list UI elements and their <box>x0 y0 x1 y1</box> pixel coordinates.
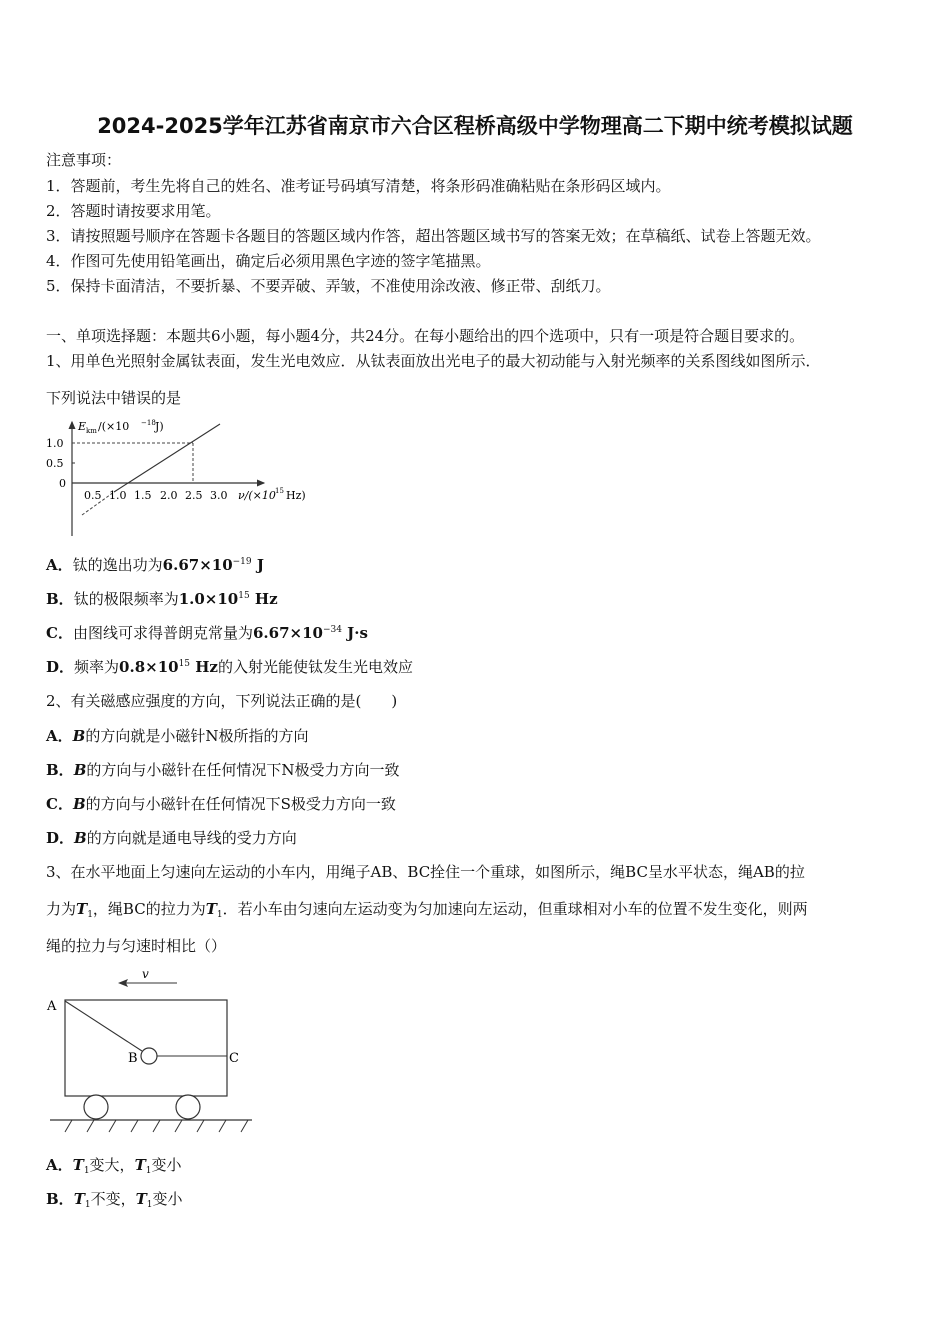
question-3-stem: 3、在水平地面上匀速向左运动的小车内，用绳子AB、BC拴住一个重球，如图所示，绳BC呈水平状态，绳AB的拉 <box>46 863 805 881</box>
svg-text:−18: −18 <box>141 419 156 427</box>
x-tick-label: 1.0 <box>109 489 127 502</box>
svg-text:Hz): Hz) <box>286 489 306 502</box>
x-tick-label: 3.0 <box>210 489 228 502</box>
question-1-stem-2: 下列说法中错误的是 <box>46 389 182 407</box>
question-3-stem-2: 力为$T_1$，绳BC的拉力为$T_1$．若小车由匀速向左运动变为匀加速向左运动，但重球相对小车的位置不发生变化，则两 <box>46 900 808 920</box>
photoelectric-graph <box>42 412 332 538</box>
notice-item: 3．请按照题号顺序在答题卡各题目的答题区域内作答，超出答题区域书写的答案无效；在草稿纸、试卷上答题无效。 <box>46 227 821 245</box>
wheel <box>176 1095 200 1119</box>
question-3-stem-3: 绳的拉力与匀速时相比（） <box>46 937 227 955</box>
y-axis-label: E <box>78 420 87 433</box>
x-tick-label: 2.5 <box>185 489 203 502</box>
y-tick-label: 0 <box>59 477 66 490</box>
question-2-stem: 2、有关磁感应强度的方向，下列说法正确的是( ) <box>46 692 398 710</box>
svg-text:km: km <box>86 427 97 435</box>
ball <box>141 1048 157 1064</box>
q2-option-c: C．B的方向与小磁针在任何情况下S极受力方向一致 <box>46 795 396 813</box>
x-tick-label: 2.0 <box>160 489 178 502</box>
q1-option-c: C．由图线可求得普朗克常量为$6.67\times 10^{-34}$ J·s <box>46 624 368 642</box>
q3-option-a: A．$T_1$变大，$T_1$变小 <box>46 1156 182 1176</box>
q1-option-a: A．钛的逸出功为$6.67\times 10^{-19}$ J <box>46 556 264 574</box>
notice-item: 5．保持卡面清洁，不要折暴、不要弄破、弄皱，不准使用涂改液、修正带、刮纸刀。 <box>46 277 611 295</box>
notice-item: 2．答题时请按要求用笔。 <box>46 202 221 220</box>
svg-text:15: 15 <box>275 487 284 495</box>
notice-item: 4．作图可先使用铅笔画出，确定后必须用黑色字迹的签字笔描黑。 <box>46 252 491 270</box>
wheel <box>84 1095 108 1119</box>
notice-item: 1．答题前，考生先将自己的姓名、准考证号码填写清楚，将条形码准确粘贴在条形码区域内。 <box>46 177 671 195</box>
y-tick-label: 0.5 <box>46 457 64 470</box>
velocity-label: v <box>142 967 149 981</box>
svg-text:J): J) <box>155 420 164 433</box>
q1-option-b: B．钛的极限频率为$1.0\times 10^{15}$ Hz <box>46 590 278 608</box>
y-tick-label: 1.0 <box>46 437 64 450</box>
section-heading: 一、单项选择题：本题共6小题，每小题4分，共24分。在每小题给出的四个选项中，只有一项是符合题目要求的。 <box>46 327 805 345</box>
notice-heading: 注意事项： <box>46 151 122 169</box>
q1-option-d: D．频率为$0.8\times 10^{15}$ Hz的入射光能使钛发生光电效应 <box>46 658 413 676</box>
x-axis-label: ν/(×10 <box>238 489 276 502</box>
question-1-stem: 1、用单色光照射金属钛表面，发生光电效应．从钛表面放出光电子的最大初动能与入射光频率的关系图线如图所示． <box>46 352 821 370</box>
data-line <box>114 424 220 492</box>
q2-option-b: B．B的方向与小磁针在任何情况下N极受力方向一致 <box>46 761 400 779</box>
page-title: 2024-2025学年江苏省南京市六合区程桥高级中学物理高二下期中统考模拟试题 <box>97 114 853 138</box>
x-tick-label: 1.5 <box>134 489 152 502</box>
x-tick-label: 0.5 <box>84 489 102 502</box>
point-c-label: C <box>229 1051 239 1066</box>
cart-figure <box>42 964 262 1140</box>
q2-option-d: D．B的方向就是通电导线的受力方向 <box>46 829 297 847</box>
rope-ab <box>65 1001 142 1051</box>
q2-option-a: A．B的方向就是小磁针N极所指的方向 <box>46 727 309 745</box>
point-a-label: A <box>47 999 57 1014</box>
q3-option-b: B．$T_1$不变，$T_1$变小 <box>46 1190 183 1210</box>
svg-text:/(×10: /(×10 <box>98 420 130 433</box>
point-b-label: B <box>128 1051 138 1066</box>
